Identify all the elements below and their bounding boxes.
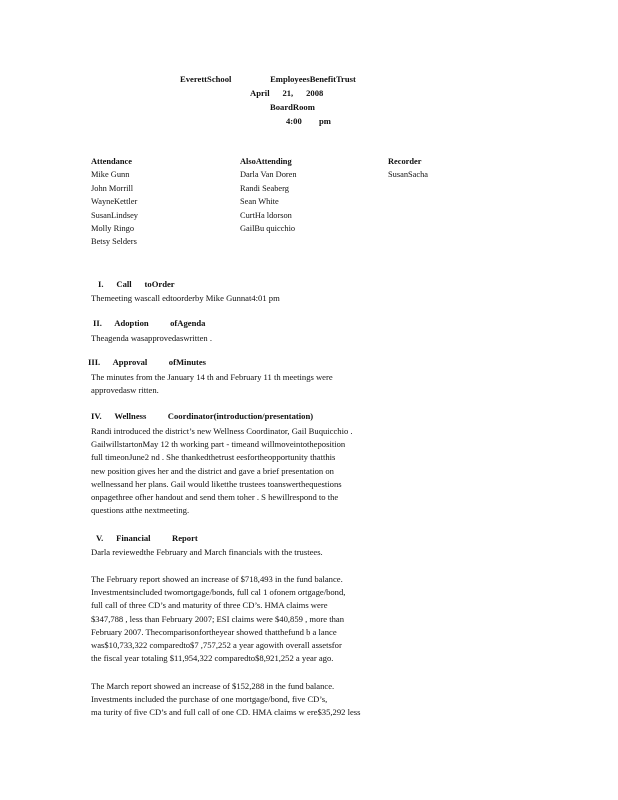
section-title-financial-report: V. Financial Report bbox=[96, 533, 198, 543]
section-body-financial-report bbox=[91, 546, 519, 559]
section-title-approval-of-minutes: III. Approval ofMinutes bbox=[88, 357, 207, 367]
attendee-name: Molly Ringo bbox=[91, 224, 135, 234]
also-attending-name: GailBu quicchio bbox=[240, 224, 296, 234]
body-line: full timeonJune2 nd . She thankedthetrust eesfortheopportunity thatthis bbox=[91, 452, 336, 463]
body-line: The minutes from the January 14 th and February 11 th meetings were bbox=[91, 372, 333, 382]
also-attending-name: CurtHa ldorson bbox=[240, 210, 292, 220]
also-attending-heading: AlsoAttending bbox=[240, 157, 292, 166]
section-title-wellness-coordinator: IV. Wellness Coordinator(introduction/presentation) bbox=[91, 411, 314, 421]
section-body-approval-of-minutes bbox=[91, 371, 519, 397]
paragraph-march-report bbox=[91, 680, 519, 720]
meeting-date: April 21, 2008 bbox=[250, 88, 324, 98]
attendee-name: John Morrill bbox=[91, 183, 134, 193]
doc-title-line: EverettSchool EmployeesBenefitTrust bbox=[180, 74, 356, 84]
body-line: Theagenda wasapprovedaswritten . bbox=[91, 333, 212, 343]
body-line: ma turity of five CD’s and full call of one CD. HMA claims w ere$35,292 less bbox=[91, 707, 361, 718]
body-line: Investments included the purchase of one mortgage/bond, five CD’s, bbox=[91, 694, 328, 705]
body-line: was$10,733,322 comparedto$7 ,757,252 a year agowith overall assetsfor bbox=[91, 640, 342, 651]
also-attending-name: Randi Seaberg bbox=[240, 183, 289, 193]
attendance-heading: Attendance bbox=[91, 157, 132, 166]
body-line: Themeeting wascall edtoorderby Mike Gunnat4:01 pm bbox=[91, 293, 280, 303]
paragraph-february-report bbox=[91, 573, 519, 665]
recorder-column bbox=[388, 155, 428, 182]
body-line: Randi introduced the district’s new Wellness Coordinator, Gail Buquicchio . bbox=[91, 426, 353, 436]
recorder-heading: Recorder bbox=[388, 157, 422, 166]
also-attending-name: Darla Van Doren bbox=[240, 170, 297, 180]
body-line: The March report showed an increase of $152,288 in the fund balance. bbox=[91, 681, 335, 691]
body-line: February 2007. Thecomparisonfortheyear showed thatthefund b a lance bbox=[91, 626, 337, 637]
body-line: $347,788 , less than February 2007; ESI claims were $40,859 , more than bbox=[91, 613, 344, 624]
meeting-location: BoardRoom bbox=[270, 102, 315, 112]
body-line: GailwillstartonMay 12 th working part - timeand willmoveintotheposition bbox=[91, 439, 346, 450]
body-line: full call of three CD’s and maturity of three CD’s. HMA claims were bbox=[91, 600, 328, 611]
attendee-name: Betsy Selders bbox=[91, 237, 137, 247]
section-title-call-to-order: I. Call toOrder bbox=[98, 279, 175, 289]
attendance-column bbox=[91, 155, 138, 249]
attendee-name: SusanLindsey bbox=[91, 210, 138, 220]
attendee-name: WayneKettler bbox=[91, 197, 138, 207]
body-line: approvedasw ritten. bbox=[91, 385, 159, 396]
body-line: new position gives her and the district and gave a brief presentation on bbox=[91, 465, 334, 476]
section-body-call-to-order bbox=[91, 292, 519, 305]
meeting-time: 4:00 pm bbox=[286, 116, 331, 126]
also-attending-column bbox=[240, 155, 297, 235]
attendee-name: Mike Gunn bbox=[91, 170, 130, 180]
body-line: onpagethree ofher handout and send them toher . S hewillrespond to the bbox=[91, 492, 339, 503]
section-body-wellness-coordinator bbox=[91, 425, 519, 517]
body-line: The February report showed an increase of $718,493 in the fund balance. bbox=[91, 574, 343, 584]
body-line: the fiscal year totaling $11,954,322 comparedto$8,921,252 a year ago. bbox=[91, 653, 334, 664]
section-body-adoption-of-agenda bbox=[91, 332, 519, 345]
body-line: questions atthe nextmeeting. bbox=[91, 505, 190, 516]
body-line: wellnessand her plans. Gail would liketthe trustees toanswerthequestions bbox=[91, 478, 342, 489]
body-line: Darla reviewedthe February and March financials with the trustees. bbox=[91, 547, 323, 557]
also-attending-name: Sean White bbox=[240, 197, 279, 207]
section-title-adoption-of-agenda: II. Adoption ofAgenda bbox=[93, 318, 206, 328]
recorder-name: SusanSacha bbox=[388, 170, 429, 180]
body-line: Investmentsincluded twomortgage/bonds, full cal 1 ofonem ortgage/bond, bbox=[91, 587, 346, 598]
